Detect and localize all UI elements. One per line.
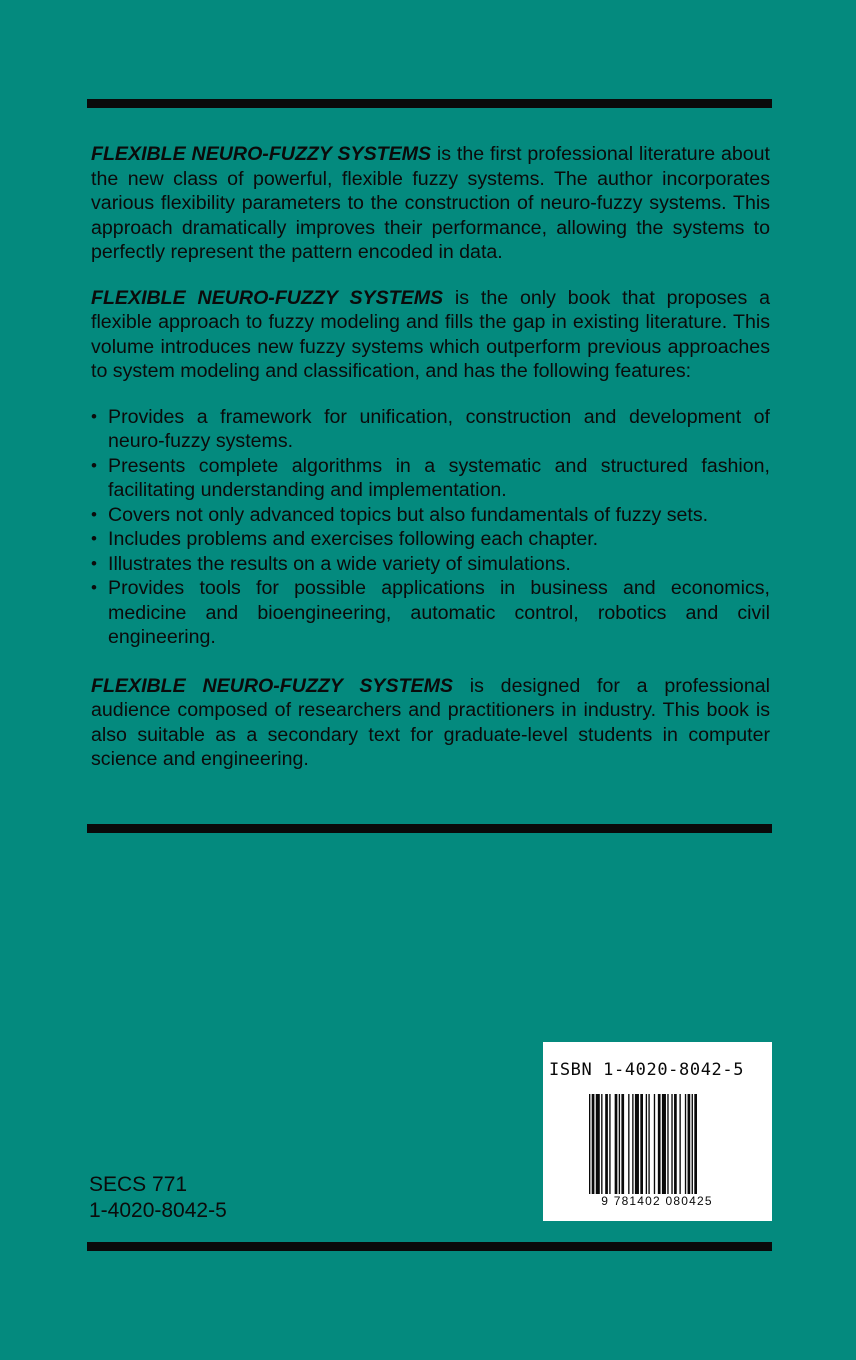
barcode-bar <box>601 1094 602 1208</box>
isbn-label: ISBN 1-4020-8042-5 <box>549 1060 745 1080</box>
catalog-codes <box>89 1172 227 1224</box>
barcode-bar <box>648 1094 649 1208</box>
barcode-digits: 9 781402 080425 <box>577 1194 737 1208</box>
bullet-icon: • <box>91 578 97 597</box>
barcode-bar <box>596 1094 600 1208</box>
paragraph-audience-text: is designed for a professional audience composed of researchers and practitioners in industry. This book is also suitable as a secondary text for graduate-level students in computer science and engineering. <box>91 674 770 770</box>
barcode-panel <box>543 1042 772 1221</box>
list-item: • Covers not only advanced topics but also fundamentals of fuzzy sets. <box>91 503 709 526</box>
barcode-bar <box>619 1094 620 1208</box>
barcode-bar <box>592 1094 595 1208</box>
title-emphasis: FLEXIBLE NEURO-FUZZY SYSTEMS <box>91 286 444 309</box>
bullet-icon: • <box>91 529 97 548</box>
barcode-bar <box>609 1094 610 1208</box>
paragraph-intro <box>91 142 770 265</box>
barcode-bar <box>589 1094 590 1208</box>
barcode-bar <box>628 1094 629 1208</box>
barcode-bar <box>692 1094 693 1208</box>
title-emphasis: FLEXIBLE NEURO-FUZZY SYSTEMS <box>91 674 453 697</box>
barcode-bar <box>640 1094 643 1208</box>
barcode-bar <box>632 1094 633 1208</box>
middle-rule <box>87 824 772 833</box>
list-item: • Provides a framework for unification, construction and development of neuro-fuzzy systems. <box>91 405 770 452</box>
barcode-bar <box>615 1094 618 1208</box>
barcode-bar <box>654 1094 655 1208</box>
list-item: • Includes problems and exercises following each chapter. <box>91 528 599 550</box>
bullet-icon: • <box>91 406 97 426</box>
back-cover-text <box>91 142 770 793</box>
barcode-bar <box>658 1094 661 1208</box>
paragraph-intro-text: is the first professional literature about the new class of powerful, flexible fuzzy systems. The author incorporates various flexibility parameters to the construction of neuro-fuzzy systems. This approach dramatically improves their performance, allowing the systems to perfectly represent the pattern encoded in data. <box>91 143 770 263</box>
list-item: • Provides tools for possible applications in business and economics, medicine and bioengineering, automatic control, robotics and civil engineering. <box>91 577 770 648</box>
series-code: SECS 771 <box>89 1173 188 1196</box>
isbn-plain: 1-4020-8042-5 <box>89 1199 227 1222</box>
barcode-bar <box>679 1094 680 1208</box>
bullet-icon: • <box>91 553 97 573</box>
paragraph-features-intro <box>91 286 770 384</box>
barcode-icon <box>589 1094 725 1208</box>
barcode-bar <box>671 1094 672 1208</box>
bottom-rule <box>87 1242 772 1251</box>
bullet-icon: • <box>91 504 97 524</box>
barcode-bar <box>685 1094 686 1208</box>
barcode-bar <box>688 1094 691 1208</box>
paragraph-audience <box>91 674 770 772</box>
barcode-bar <box>674 1094 677 1208</box>
barcode-bar <box>605 1094 608 1208</box>
list-item: • Presents complete algorithms in a systematic and structured fashion, facilitating understanding and implementation. <box>91 454 770 501</box>
barcode-bar <box>621 1094 624 1208</box>
title-emphasis: FLEXIBLE NEURO-FUZZY SYSTEMS <box>91 143 432 165</box>
barcode-bar <box>694 1094 697 1208</box>
list-item: • Illustrates the results on a wide variety of simulations. <box>91 552 571 575</box>
barcode-bar <box>635 1094 639 1208</box>
feature-list <box>91 405 770 650</box>
barcode-bar <box>646 1094 647 1208</box>
top-rule <box>87 99 772 108</box>
paragraph-features-text: is the only book that proposes a flexible approach to fuzzy modeling and fills the gap in existing literature. This volume introduces new fuzzy systems which outperform previous approaches to system modeling and classification, and has the following features: <box>91 286 770 382</box>
barcode-bar <box>667 1094 668 1208</box>
barcode-bar <box>662 1094 666 1208</box>
bullet-icon: • <box>91 455 97 475</box>
